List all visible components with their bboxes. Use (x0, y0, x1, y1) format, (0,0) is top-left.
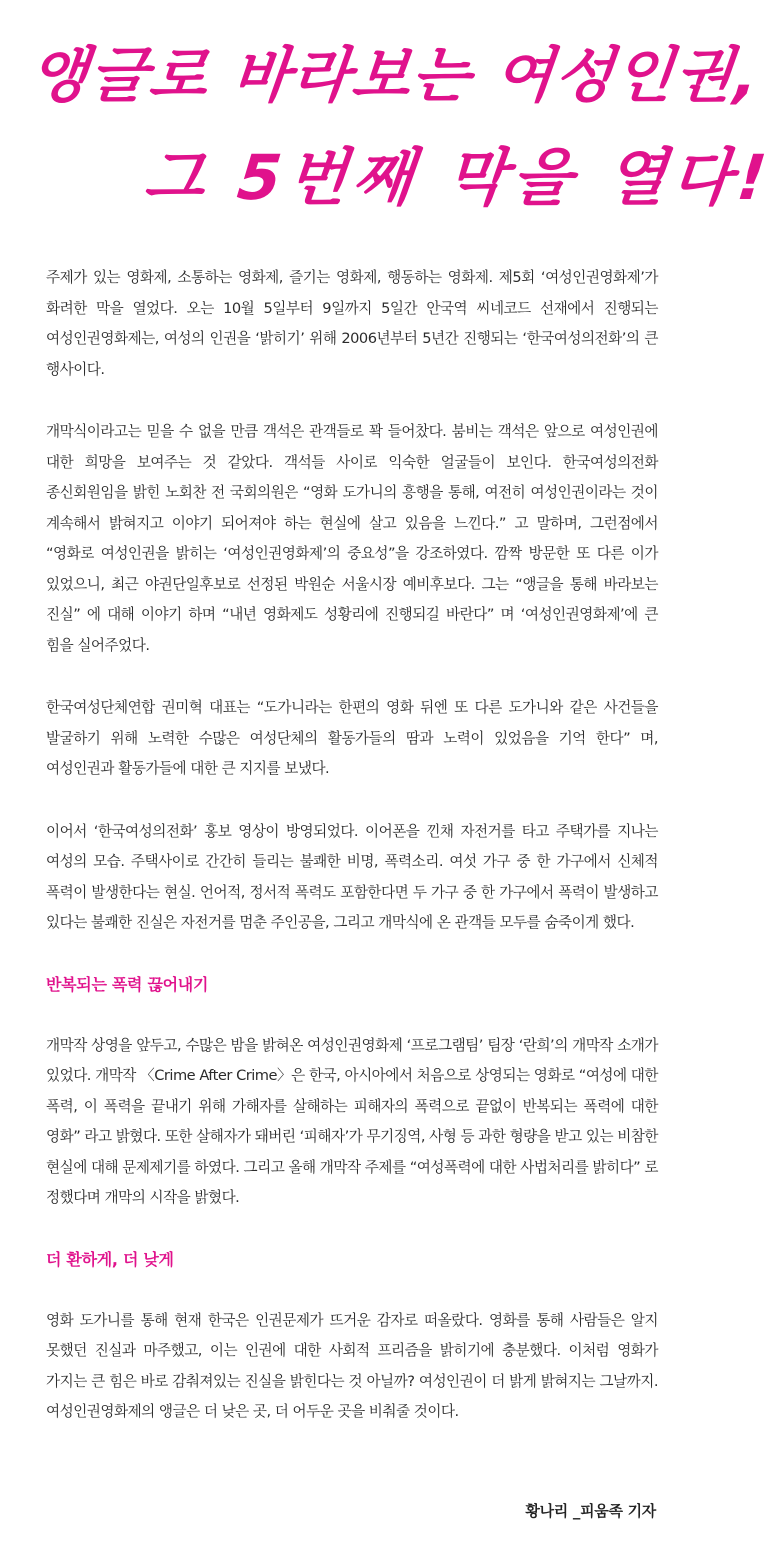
paragraph-conclusion: 영화 도가니를 통해 현재 한국은 인권문제가 뜨거운 감자로 떠올랐다. 영화를 통해 사람들은 알지 못했던 진실과 마주했고, 이는 인권에 대한 사회적 프리즘을 밝히기에 충분했다. 이처럼 영화가 가지는 큰 힘은 바로 감춰져있는 진실을 밝힌다는 것 아닐까? 여성인권이 더 밝게 밝혀지는 그날까지. 여성인권영화제의 앵글은 더 낮은 곳, 더 어두운 곳을 비춰줄 것이다. (46, 1311, 658, 1420)
title-line-2: 그 5번째 막을 열다! (140, 141, 776, 214)
paragraph-intro: 주제가 있는 영화제, 소통하는 영화제, 즐기는 영화제, 행동하는 영화제. 제5회 ‘여성인권영화제’가 화려한 막을 열었다. 오는 10월 5일부터 9일까지 5일간 안국역 씨네코드 선재에서 진행되는 여성인권영화제는, 여성의 인권을 ‘밝히기’ 위해 2006년부터 5년간 진행되는 ‘한국여성의전화’의 큰 행사이다. (46, 269, 658, 378)
spacer (46, 939, 658, 970)
spacer (46, 1000, 658, 1031)
author-byline: 황나리 _피움족 기자 (525, 1502, 656, 1520)
spacer (46, 1214, 658, 1245)
spacer (46, 385, 658, 417)
article-title (0, 0, 776, 240)
spacer (46, 785, 658, 817)
paragraph-opening-film: 개막작 상영을 앞두고, 수많은 밤을 밝혀온 여성인권영화제 ‘프로그램팀’ 팀장 ‘란희’의 개막작 소개가 있었다. 개막작 〈Crime After Crime〉은 한국, 아시아에서 처음으로 상영되는 영화로 “여성에 대한 폭력, 이 폭력을 끝내기 위해 가해자를 살해하는 피해자의 폭력으로 끝없이 반복되는 폭력에 대한 영화” 라고 밝혔다. 또한 살해자가 돼버린 ‘피해자’가 무기징역, 사형 등 과한 형량을 받고 있는 비참한 현실에 대해 문제제기를 하였다. 그리고 올해 개막작 주제를 “여성폭력에 대한 사법처리를 밝히다” 로 정했다며 개막의 시작을 밝혔다. (46, 1036, 658, 1206)
paragraph-opening-ceremony: 개막식이라고는 믿을 수 없을 만큼 객석은 관객들로 꽉 들어찼다. 붐비는 객석은 앞으로 여성인권에 대한 희망을 보여주는 것 같았다. 객석들 사이로 익숙한 얼굴들이 보인다. 한국여성의전화 종신회원임을 밝힌 노회찬 전 국회의원은 “영화 도가니의 흥행을 통해, 여전히 여성인권이라는 것이 계속해서 밝혀지고 이야기 되어져야 하는 현실에 살고 있음을 느낀다.” 고 말하며, 그런점에서 “영화로 여성인권을 밝히는 ‘여성인권영화제’의 중요성”을 강조하였다. 깜짝 방문한 또 다른 이가 있었으니, 최근 야권단일후보로 선정된 박원순 서울시장 예비후보다. 그는 “앵글을 통해 바라보는 진실” 에 대해 이야기 하며 “내년 영화제도 성황리에 진행되길 바란다” 며 ‘여성인권영화제’에 큰 힘을 실어주었다. (46, 423, 658, 654)
title-line-1: 앵글로 바라보는 여성인권, (25, 41, 764, 111)
article-body (46, 263, 658, 1428)
section-heading-brighter-lower: 더 환하게, 더 낮게 (46, 1249, 174, 1269)
spacer (46, 1275, 658, 1306)
paragraph-promo-video: 이어서 ‘한국여성의전화’ 홍보 영상이 방영되었다. 이어폰을 낀채 자전거를 타고 주택가를 지나는 여성의 모습. 주택사이로 간간히 들리는 불쾌한 비명, 폭력소리. 여섯 가구 중 한 가구에서 신체적 폭력이 발생한다는 현실. 언어적, 정서적 폭력도 포함한다면 두 가구 중 한 가구에서 폭력이 발생하고 있다는 불쾌한 진실은 자전거를 멈춘 주인공을, 그리고 개막식에 온 관객들 모두를 숨죽이게 했다. (46, 822, 658, 931)
paragraph-women-association: 한국여성단체연합 권미혁 대표는 “도가니라는 한편의 영화 뒤엔 또 다른 도가니와 같은 사건들을 발굴하기 위해 노력한 수많은 여성단체의 활동가들의 땀과 노력이 있었음을 기억 한다” 며, 여성인권과 활동가들에 대한 큰 지지를 보냈다. (46, 699, 658, 777)
section-heading-violence: 반복되는 폭력 끊어내기 (46, 974, 209, 994)
spacer (46, 661, 658, 693)
